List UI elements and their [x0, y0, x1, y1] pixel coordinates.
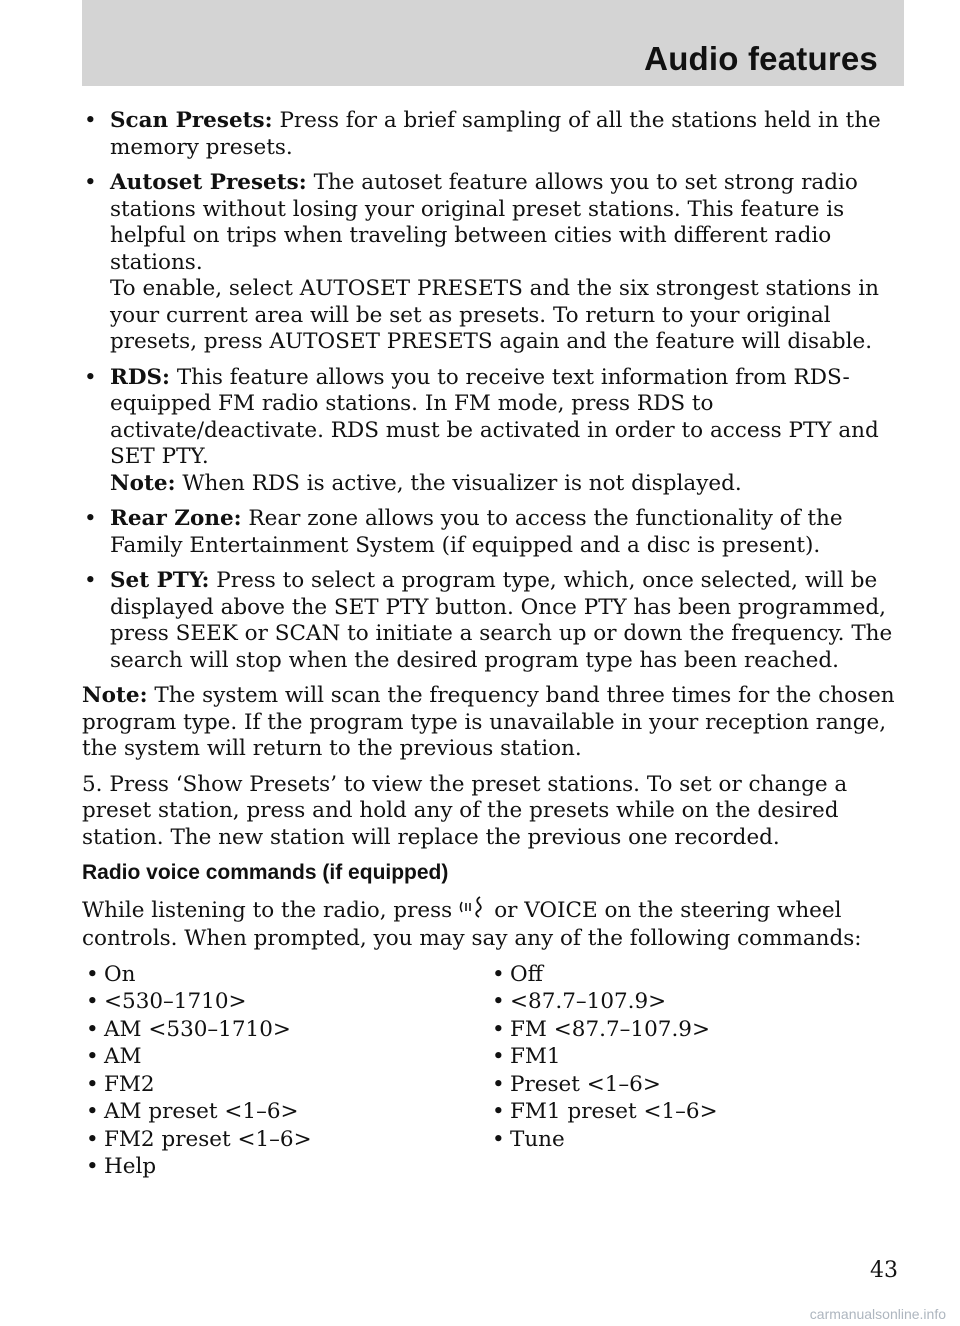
bullet-rds [82, 365, 902, 498]
note-paragraph [82, 683, 902, 763]
bullet-label: Scan Presets: [110, 108, 273, 133]
bullet-text: The autoset feature allows you to set strong radio stations without losing your original preset stations. This feature is helpful on trips when traveling between cities with different radio stations. [110, 170, 858, 275]
command-item: • FM <87.7–107.9> [492, 1016, 710, 1042]
voice-commands-heading: Radio voice commands (if equipped) [82, 861, 449, 884]
command-item: • AM <530–1710> [86, 1016, 291, 1042]
voice-intro-before: While listening to the radio, press [82, 897, 453, 923]
command-item: • Help [86, 1154, 157, 1179]
note-text: The system will scan the frequency band three times for the chosen program type. If the program type is unavailable in your reception range, the system will return to the previous station. [82, 683, 895, 761]
command-item: • FM2 [86, 1071, 155, 1097]
bullet-label: Rear Zone: [110, 506, 242, 531]
command-item: • AM [86, 1044, 142, 1069]
command-item: • FM1 [492, 1044, 561, 1069]
bullet-set-pty [82, 568, 902, 674]
bullet-text: Press for a brief sampling of all the stations held in the memory presets. [110, 108, 881, 160]
command-item: • On [86, 961, 136, 987]
command-item: • FM2 preset <1–6> [86, 1126, 312, 1152]
bullet-icon: • [84, 568, 97, 593]
watermark: carmanualsonline.info [809, 1306, 946, 1322]
rds-note [110, 471, 902, 498]
commands-left-column [86, 962, 312, 1182]
command-item: • Off [492, 961, 543, 987]
step-5-paragraph: 5. Press ‘Show Presets’ to view the preset stations. To set or change a preset station, press and hold any of the presets while on the desired station. The new station will replace the previous one recorded. [82, 771, 848, 850]
bullet-scan-presets [82, 108, 902, 161]
bullet-text: Rear zone allows you to access the functionality of the Family Entertainment System (if equipped and a disc is present). [110, 506, 843, 558]
voice-command-icon [458, 895, 488, 927]
bullet-text: This feature allows you to receive text information from RDS-equipped FM radio stations. In FM mode, press RDS to activate/deactivate. RDS must be activated in order to access PTY and SET PTY. [110, 364, 879, 469]
page-number: 43 [870, 1258, 898, 1283]
command-item: • AM preset <1–6> [86, 1099, 299, 1124]
command-item: • <530–1710> [86, 989, 247, 1014]
command-item: • Tune [492, 1126, 565, 1152]
bullet-label: Set PTY: [110, 568, 210, 593]
bullet-icon: • [84, 506, 97, 531]
bullet-text: Press to select a program type, which, once selected, will be displayed above the SET PTY button. Once PTY has been programmed, press SEEK or SCAN to initiate a search up or down the frequency. The search will stop when the desired program type has been reached. [110, 568, 893, 673]
bullet-extra-text: To enable, select AUTOSET PRESETS and the six strongest stations in your current area will be set as presets. To return to your original presets, press AUTOSET PRESETS again and the feature will disable. [110, 276, 879, 354]
note-label: Note: [110, 470, 176, 496]
page-content [82, 108, 902, 1179]
bullet-autoset-presets [82, 170, 902, 356]
command-item: • Preset <1–6> [492, 1071, 661, 1097]
bullet-icon: • [84, 364, 97, 390]
commands-right-column [492, 962, 718, 1155]
bullet-icon: • [84, 108, 97, 133]
bullet-label: RDS: [110, 364, 170, 390]
bullet-label: Autoset Presets: [110, 170, 307, 195]
voice-intro-after: or VOICE on the steering wheel controls. When prompted, you may say any of the following commands: [82, 897, 862, 951]
voice-intro [82, 895, 902, 953]
command-item: • <87.7–107.9> [492, 989, 667, 1014]
note-label: Note: [82, 683, 148, 708]
bullet-rear-zone [82, 506, 902, 559]
command-item: • FM1 preset <1–6> [492, 1099, 718, 1124]
note-text: When RDS is active, the visualizer is not displayed. [182, 470, 742, 496]
bullet-icon: • [84, 170, 97, 195]
section-title: Audio features [644, 40, 878, 77]
